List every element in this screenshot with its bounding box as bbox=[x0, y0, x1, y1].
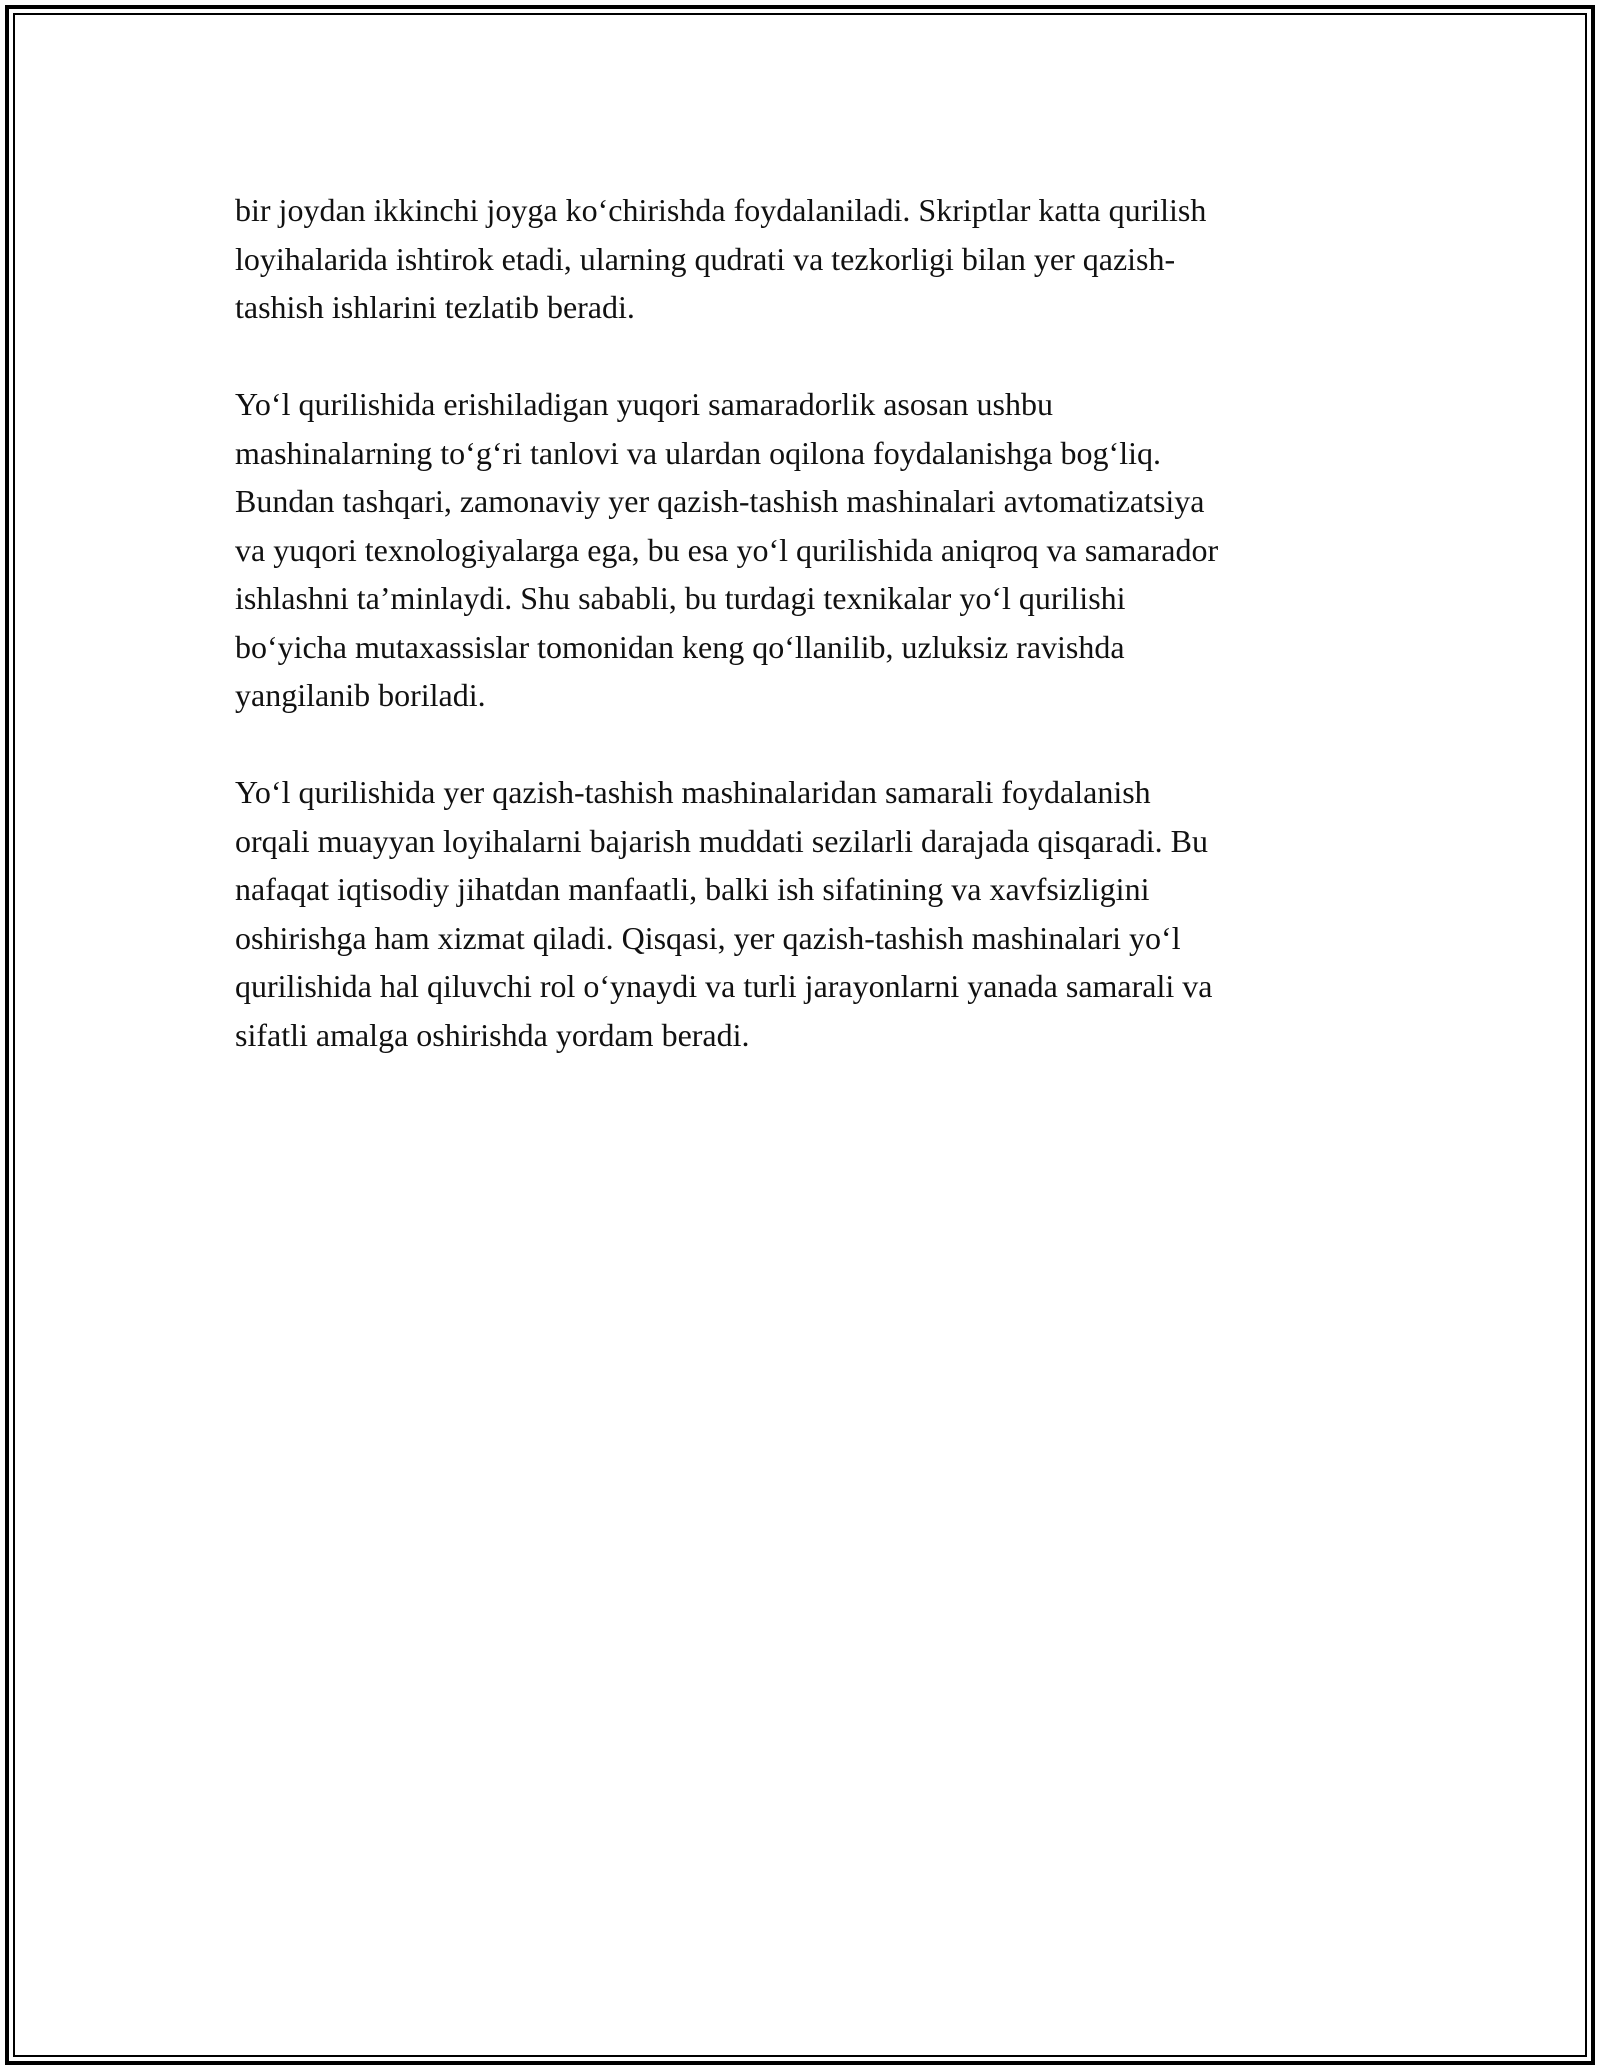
paragraph-line: bo‘yicha mutaxassislar tomonidan keng qo‘llanilib, uzluksiz ravishda bbox=[235, 628, 1125, 665]
paragraph-line: nafaqat iqtisodiy jihatdan manfaatli, balki ish sifatining va xavfsizligini bbox=[235, 871, 1150, 907]
paragraph-line: yangilanib boriladi. bbox=[235, 677, 486, 713]
paragraph-line: orqali muayyan loyihalarni bajarish muddati sezilarli darajada qisqaradi. Bu bbox=[235, 822, 1209, 859]
paragraph-line: va yuqori texnologiyalarga ega, bu esa yo‘l qurilishida aniqroq va samarador bbox=[235, 531, 1219, 568]
paragraph-line: ishlashni ta’minlaydi. Shu sababli, bu turdagi texnikalar yo‘l qurilishi bbox=[235, 580, 1126, 616]
paragraph-line: mashinalarning to‘g‘ri tanlovi va ulardan oqilona foydalanishga bog‘liq. bbox=[235, 434, 1161, 471]
paragraph-line: loyihalarida ishtirok etadi, ularning qudrati va tezkorligi bilan yer qazish- bbox=[235, 240, 1176, 277]
paragraph-line: bir joydan ikkinchi joyga ko‘chirishda foydalaniladi. Skriptlar katta qurilish bbox=[235, 192, 1207, 228]
paragraph-line: oshirishga ham xizmat qiladi. Qisqasi, yer qazish-tashish mashinalari yo‘l bbox=[235, 919, 1181, 956]
paragraph-line: qurilishida hal qiluvchi rol o‘ynaydi va turli jarayonlarni yanada samarali va bbox=[235, 968, 1213, 1004]
paragraph-line: Yo‘l qurilishida yer qazish-tashish mashinalaridan samarali foydalanish bbox=[235, 774, 1151, 810]
paragraph-line: Yo‘l qurilishida erishiladigan yuqori samaradorlik asosan ushbu bbox=[235, 386, 1053, 422]
paragraph-line: sifatli amalga oshirishda yordam beradi. bbox=[235, 1016, 750, 1053]
paragraph-line: Bundan tashqari, zamonaviy yer qazish-tashish mashinalari avtomatizatsiya bbox=[235, 483, 1205, 519]
paragraph-3 bbox=[235, 768, 1375, 1059]
paragraph-1 bbox=[235, 186, 1375, 332]
paragraph-2 bbox=[235, 380, 1375, 720]
document-body bbox=[235, 186, 1375, 1108]
paragraph-line: tashish ishlarini tezlatib beradi. bbox=[235, 289, 635, 325]
